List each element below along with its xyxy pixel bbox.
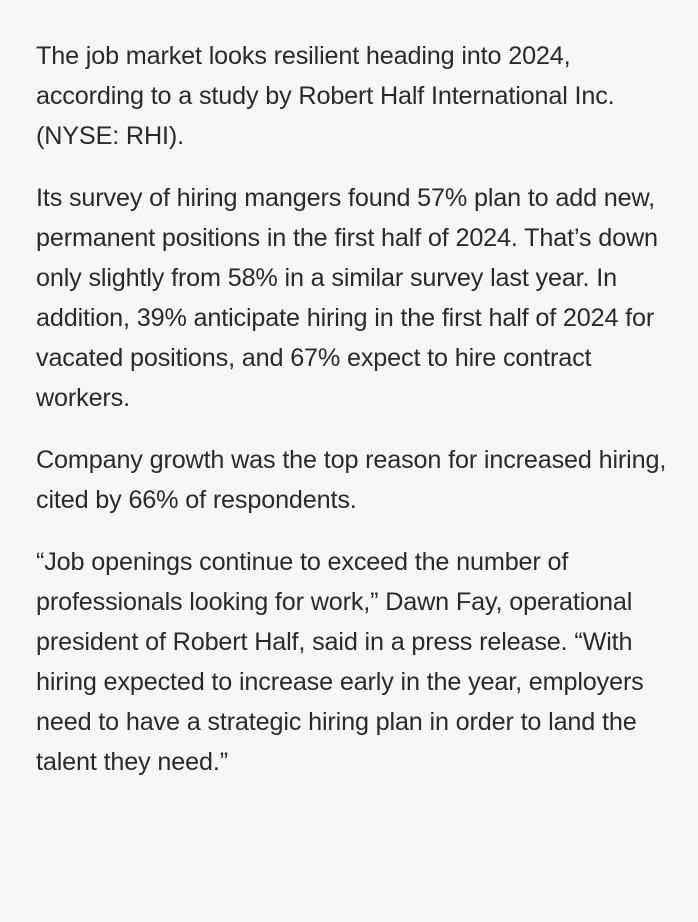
paragraph-survey-results: Its survey of hiring mangers found 57% plan to add new, permanent positions in the first half of 2024. That’s down only slightly from 58% in a similar survey last year. In addition, 39% anticipate hiring in the first half of 2024 for vacated positions, and 67% expect to hire contract workers.	[36, 184, 658, 412]
paragraph-quote: “Job openings continue to exceed the number of professionals looking for work,” Dawn Fay, operational president of Robert Half, said in a press release. “With hiring expected to increase early in the year, employers need to have a strategic hiring plan in order to land the talent they need.”	[36, 548, 644, 776]
paragraph-intro: The job market looks resilient heading into 2024, according to a study by Robert Half International Inc. (NYSE: RHI).	[36, 42, 615, 150]
paragraph-company-growth: Company growth was the top reason for increased hiring, cited by 66% of respondents.	[36, 446, 667, 514]
